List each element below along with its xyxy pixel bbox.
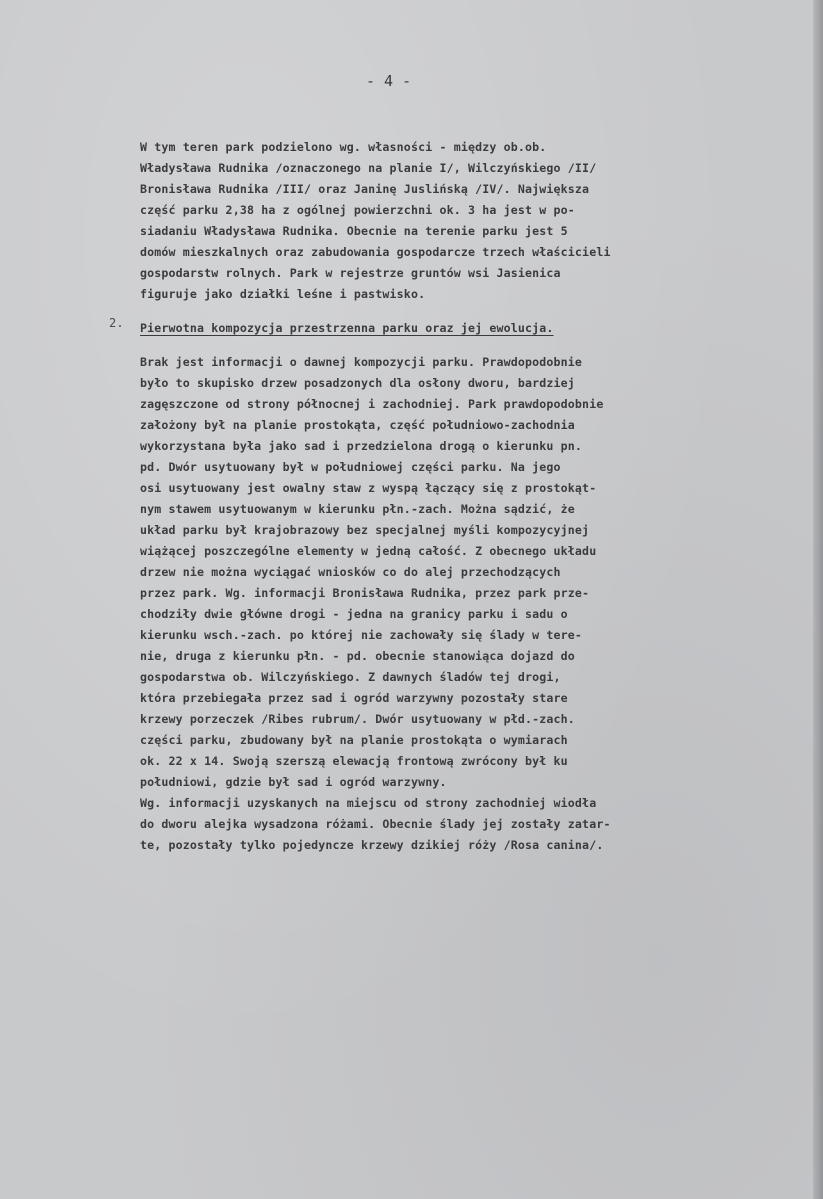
document-body [109, 137, 816, 856]
text-line: założony był na planie prostokąta, część południowo-zachodnia [140, 418, 575, 432]
text-line: te, pozostały tylko pojedyncze krzewy dzikiej róży /Rosa canina/. [140, 838, 604, 852]
text-line: Władysława Rudnika /oznaczonego na planie I/, Wilczyńskiego /II/ [140, 161, 597, 175]
page-number: - 4 - [366, 72, 412, 90]
text-line: wiążącej poszczególne elementy w jedną całość. Z obecnego układu [140, 544, 597, 558]
text-line: krzewy porzeczek /Ribes rubrum/. Dwór usytuowany w płd.-zach. [140, 712, 575, 726]
text-line: drzew nie można wyciągać wniosków co do alej przechodzących [140, 565, 561, 579]
text-line: pd. Dwór usytuowany był w południowej części parku. Na jego [140, 460, 561, 474]
text-line: która przebiegała przez sad i ogród warzywny pozostały stare [140, 691, 568, 705]
text-line: południowi, gdzie był sad i ogród warzywny. [140, 775, 447, 789]
text-line: gospodarstw rolnych. Park w rejestrze gruntów wsi Jasienica [140, 266, 561, 280]
section-heading [109, 316, 816, 339]
text-line: Brak jest informacji o dawnej kompozycji parku. Prawdopodobnie [140, 355, 583, 369]
text-line: osi usytuowany jest owalny staw z wyspą łączący się z prostokąt- [140, 481, 597, 495]
text-line: ok. 22 x 14. Swoją szerszą elewacją frontową zwrócony był ku [140, 754, 568, 768]
text-line: chodziły dwie główne drogi - jedna na granicy parku i sadu o [140, 607, 568, 621]
text-line: wykorzystana była jako sad i przedzielona drogą o kierunku pn. [140, 439, 583, 453]
text-line: układ parku był krajobrazowy bez specjalnej myśli kompozycyjnej [140, 523, 590, 537]
text-line: figuruje jako działki leśne i pastwisko. [140, 287, 426, 301]
text-line: W tym teren park podzielono wg. własności - między ob.ob. [140, 140, 547, 154]
text-line: domów mieszkalnych oraz zabudowania gospodarcze trzech właścicieli [140, 245, 611, 259]
section-title: Pierwotna kompozycja przestrzenna parku oraz jej ewolucja. [140, 321, 554, 335]
section-number: 2. [109, 316, 124, 330]
text-line: do dworu alejka wysadzona różami. Obecnie ślady jej zostały zatar- [140, 817, 611, 831]
text-line: nym stawem usytuowanym w kierunku płn.-zach. Można sądzić, że [140, 502, 575, 516]
text-line: zagęszczone od strony północnej i zachodniej. Park prawdopodobnie [140, 397, 604, 411]
text-line: przez park. Wg. informacji Bronisława Rudnika, przez park prze- [140, 586, 590, 600]
text-line: Bronisława Rudnika /III/ oraz Janinę Juslińską /IV/. Największa [140, 182, 590, 196]
paragraph-ownership [140, 137, 816, 305]
text-line: gospodarstwa ob. Wilczyńskiego. Z dawnych śladów tej drogi, [140, 670, 561, 684]
text-line: Wg. informacji uzyskanych na miejscu od strony zachodniej wiodła [140, 796, 597, 810]
text-line: nie, druga z kierunku płn. - pd. obecnie stanowiąca dojazd do [140, 649, 575, 663]
text-line: siadaniu Władysława Rudnika. Obecnie na terenie parku jest 5 [140, 224, 568, 238]
text-line: kierunku wsch.-zach. po której nie zachowały się ślady w tere- [140, 628, 583, 642]
text-line: części parku, zbudowany był na planie prostokąta o wymiarach [140, 733, 568, 747]
text-line: było to skupisko drzew posadzonych dla osłony dworu, bardziej [140, 376, 575, 390]
paragraph-composition [140, 352, 816, 856]
text-line: część parku 2,38 ha z ogólnej powierzchni ok. 3 ha jest w po- [140, 203, 575, 217]
